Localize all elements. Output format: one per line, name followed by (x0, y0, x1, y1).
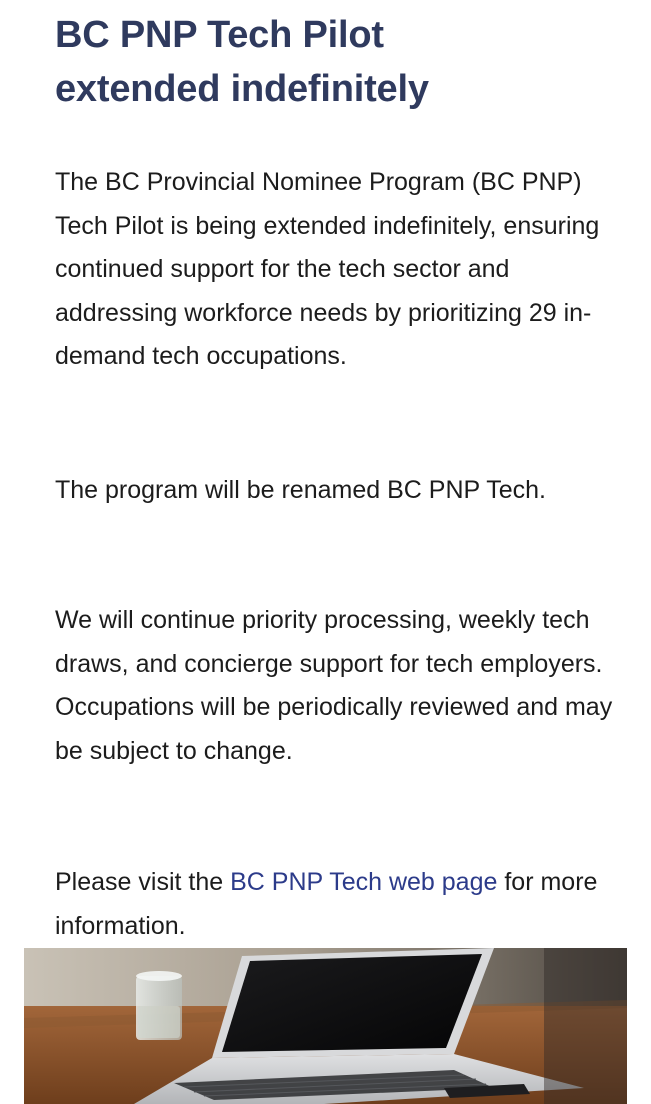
water-glass-icon (136, 971, 182, 1040)
paragraph-processing: We will continue priority processing, weekly tech draws, and concierge support for tech employers. Occupations will be periodically reviewed and may be subject to change. (55, 606, 613, 765)
laptop-hero-image (24, 948, 627, 1104)
title-line-2: extended indefinitely (55, 68, 429, 110)
paragraph-rename: The program will be renamed BC PNP Tech. (55, 476, 546, 504)
paragraph-extension: The BC Provincial Nominee Program (BC PNP) Tech Pilot is being extended indefinitely, ensuring continued support for the tech sector and addressing workforce needs by prioritizing 29 in-demand tech occupations. (55, 168, 600, 370)
bc-pnp-tech-link[interactable]: BC PNP Tech web page (230, 868, 498, 896)
article-title (55, 8, 625, 116)
paragraph-visit (55, 861, 615, 948)
visit-suffix: for more information. (55, 868, 598, 940)
visit-prefix: Please visit the (55, 868, 231, 896)
title-line-1: BC PNP Tech Pilot (55, 14, 384, 56)
